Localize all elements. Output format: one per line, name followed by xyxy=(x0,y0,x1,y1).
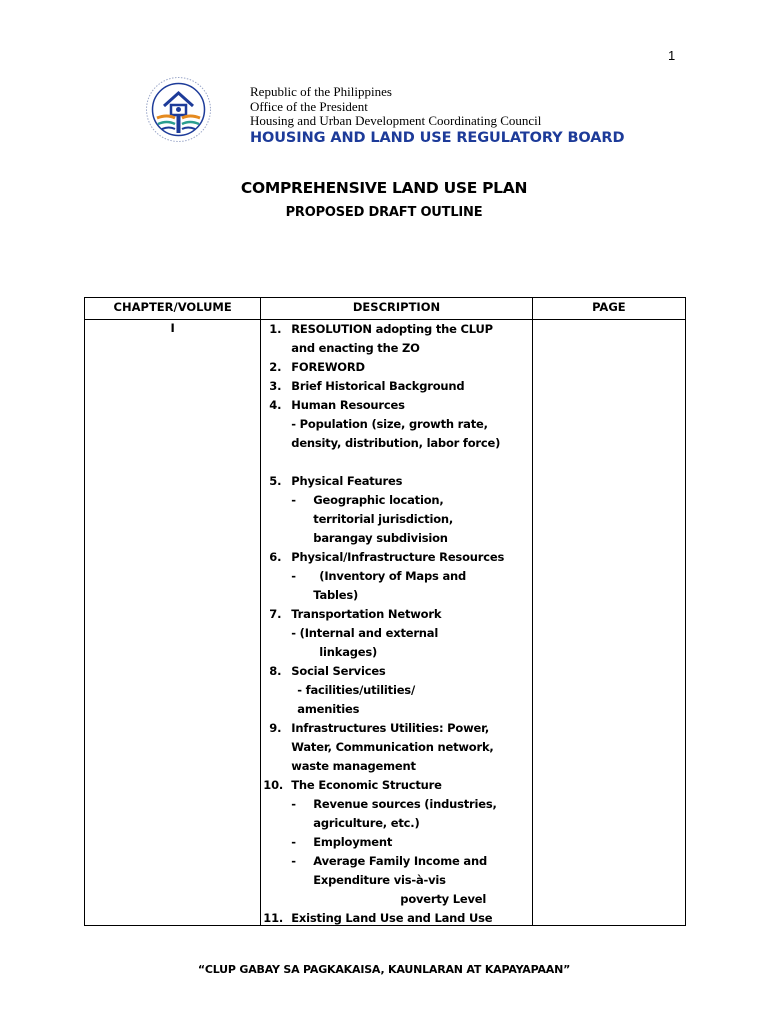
item-dash: - xyxy=(291,835,296,849)
item-text: Water, Communication network, xyxy=(291,740,494,754)
footer-motto: “CLUP GABAY SA PAGKAKAISA, KAUNLARAN AT KAPAYAPAAN” xyxy=(197,963,571,976)
item-number: 6. xyxy=(269,550,282,564)
item-text: Tables) xyxy=(313,588,359,602)
header-description: DESCRIPTION xyxy=(261,298,532,320)
item-text: Social Services xyxy=(291,664,386,678)
item-dash: - xyxy=(291,493,296,507)
item-text: Human Resources xyxy=(291,398,405,412)
item-text: territorial jurisdiction, xyxy=(313,512,454,526)
item-text: Revenue sources (industries, xyxy=(313,797,497,811)
header-chapter-volume: CHAPTER/VOLUME xyxy=(85,298,261,320)
item-text: - facilities/utilities/ xyxy=(297,683,415,697)
page-cell xyxy=(532,320,685,926)
item-text: Physical Features xyxy=(291,474,403,488)
item-text: Physical/Infrastructure Resources xyxy=(291,550,505,564)
item-text: agriculture, etc.) xyxy=(313,816,420,830)
item-number: 8. xyxy=(269,664,282,678)
item-text: waste management xyxy=(291,759,416,773)
item-number: 5. xyxy=(269,474,282,488)
header-line-republic: Republic of the Philippines xyxy=(250,84,392,99)
agency-name: HOUSING AND LAND USE REGULATORY BOARD xyxy=(250,130,625,146)
item-text: amenities xyxy=(297,702,360,716)
header-page: PAGE xyxy=(532,298,685,320)
item-text: poverty Level xyxy=(400,892,487,906)
outline-table xyxy=(84,297,686,926)
item-number: 11. xyxy=(263,911,284,925)
item-text: Existing Land Use and Land Use xyxy=(291,911,493,925)
item-text: and enacting the ZO xyxy=(291,341,420,355)
header-line-council: Housing and Urban Development Coordinating Council xyxy=(250,113,542,128)
document-subtitle: PROPOSED DRAFT OUTLINE xyxy=(285,205,483,220)
table-header-row xyxy=(85,298,686,320)
item-dash: - xyxy=(291,854,296,868)
item-text: Transportation Network xyxy=(291,607,442,621)
item-text: FOREWORD xyxy=(291,360,365,374)
item-text: linkages) xyxy=(319,645,378,659)
item-text: - Population (size, growth rate, xyxy=(291,417,488,431)
item-number: 10. xyxy=(263,778,284,792)
item-text: (Inventory of Maps and xyxy=(319,569,467,583)
item-number: 3. xyxy=(269,379,282,393)
item-dash: - xyxy=(291,797,296,811)
item-text: Average Family Income and xyxy=(313,854,487,868)
item-text: Employment xyxy=(313,835,393,849)
item-text: The Economic Structure xyxy=(291,778,442,792)
item-text: Expenditure vis-à-vis xyxy=(313,873,446,887)
item-number: 9. xyxy=(269,721,282,735)
item-number: 7. xyxy=(269,607,282,621)
item-number: 2. xyxy=(269,360,282,374)
item-number: 1. xyxy=(269,322,282,336)
item-text: - (Internal and external xyxy=(291,626,439,640)
government-header xyxy=(250,85,541,129)
chapter-cell: I xyxy=(85,320,261,926)
document-title: COMPREHENSIVE LAND USE PLAN xyxy=(240,179,528,197)
item-text: RESOLUTION adopting the CLUP xyxy=(291,322,493,336)
item-text: barangay subdivision xyxy=(313,531,448,545)
item-number: 4. xyxy=(269,398,282,412)
page-number: 1 xyxy=(668,48,676,63)
item-text: Geographic location, xyxy=(313,493,444,507)
hlurb-seal-icon xyxy=(145,76,212,143)
item-text: density, distribution, labor force) xyxy=(291,436,501,450)
table-row xyxy=(85,320,686,926)
item-text: Brief Historical Background xyxy=(291,379,465,393)
item-dash: - xyxy=(291,569,296,583)
item-text: Infrastructures Utilities: Power, xyxy=(291,721,490,735)
header-line-office: Office of the President xyxy=(250,98,368,114)
description-cell xyxy=(261,320,532,926)
